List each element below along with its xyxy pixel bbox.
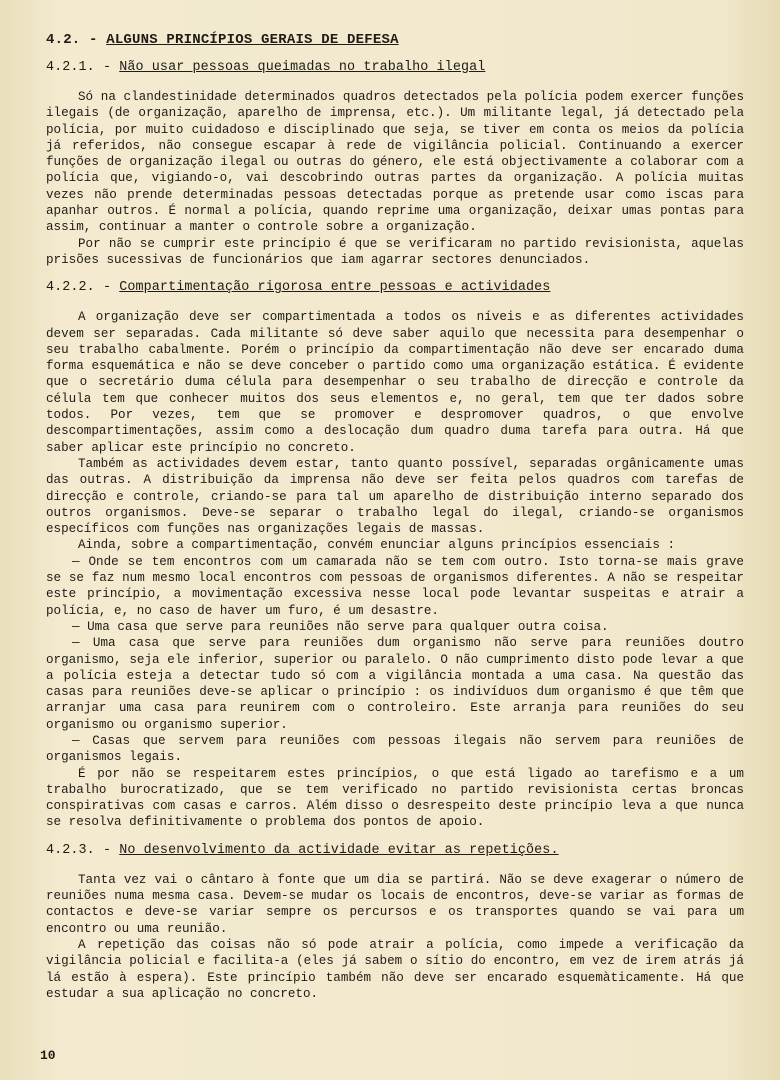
paragraph: A organização deve ser compartimentada a todos os níveis e as diferentes actividades devem ser separadas. Cada militante só deve saber aquilo que necessita para desempenhar o seu trabalho cabalmente. Porém o princípio da compartimentação não deve ser encarado duma forma esquemática e não se deve conceber o partido como uma organização estática. É evidente que o secretário duma célula para desempenhar o seu trabalho de direcção e controle da célula tem que conhecer muitos dos seus elementos e, no geral, tem que ter dados sobre todos. Por vezes, tem que se promover e despromover quadros, o que envolve descompartimentações, assim como a deslocação dum quadro duma tarefa para outra. Há que saber aplicar este princípio no concreto. bbox=[46, 310, 744, 455]
subsection-number: 4.2.2. bbox=[46, 280, 95, 296]
page-number: 10 bbox=[40, 1048, 56, 1063]
section-number: 4.2. bbox=[46, 32, 81, 48]
section-title: ALGUNS PRINCÍPIOS GERAIS DE DEFESA bbox=[106, 32, 399, 48]
paragraph: Por não se cumprir este princípio é que se verificaram no partido revisionista, aquelas prisões sucessivas de funcionários que iam agarrar sectores denunciados. bbox=[46, 236, 744, 267]
list-item: — Onde se tem encontros com um camarada não se tem com outro. Isto torna-se mais grave se se faz num mesmo local encontros com pessoas de organismos diferentes. A não se respeitar este princípio, a movimentação excessiva nesse local pode levantar suspeitas e atrair a polícia, e, no caso de haver um furo, é um desastre. bbox=[46, 554, 744, 618]
paragraph: Ainda, sobre a compartimentação, convém enunciar alguns princípios essenciais : bbox=[78, 538, 676, 553]
section-heading: 4.2. - ALGUNS PRINCÍPIOS GERAIS DE DEFESA bbox=[46, 32, 399, 48]
list-item: — Uma casa que serve para reuniões não serve para qualquer outra coisa. bbox=[72, 619, 609, 634]
subsection-heading-2: 4.2.2. - Compartimentação rigorosa entre pessoas e actividades bbox=[46, 280, 551, 296]
subsection-heading-3: 4.2.3. - No desenvolvimento da actividade evitar as repetições. bbox=[46, 842, 559, 858]
subsection-heading-1: 4.2.1. - Não usar pessoas queimadas no trabalho ilegal bbox=[46, 60, 486, 75]
list-item: — Casas que servem para reuniões com pessoas ilegais não servem para reuniões de organismos legais. bbox=[46, 733, 744, 765]
subsection-title: Compartimentação rigorosa entre pessoas e actividades bbox=[119, 280, 551, 296]
paragraph: A repetição das coisas não só pode atrair a polícia, como impede a verificação da vigilância policial e facilita-a (eles já sabem o sítio do encontro, em vez de irem atrás já lá estão à espera). Este princípio também não deve ser encarado esquemàticamente. Há que estudar a sua aplicação no concreto. bbox=[46, 937, 744, 1001]
paragraph: É por não se respeitarem estes princípios, o que está ligado ao tarefismo e a um trabalho burocratizado, que se tem verificado no partido revisionista certas broncas conspirativas com casas e carros. Além disso o desrespeito deste princípio leva a que nunca se resolva definitivamente o problema dos pontos de apoio. bbox=[46, 766, 744, 830]
subsection-number: 4.2.3. bbox=[46, 842, 95, 858]
list-item: — Uma casa que serve para reuniões dum organismo não serve para reuniões doutro organismo, seja ele inferior, superior ou paralelo. O não cumprimento disto pode levar a que a polícia esteja a detectar tudo só com a vigilância montada a uma casa. Na questão das casas para reuniões deve-se aplicar o princípio : os indivíduos dum organismo é que têm que arranjar uma casa para reunirem com o controleiro. Este arranja para reuniões do seu organismo ou organismo superior. bbox=[46, 636, 744, 732]
paragraph: Só na clandestinidade determinados quadros detectados pela polícia podem exercer funções ilegais (de organização, aparelho de imprensa, etc.). Um militante legal, já detectado pela polícia, por muito cuidadoso e disciplinado que seja, se tiver em conta os meios da polícia já referidos, não consegue escapar à rede de vigilância policial. Continuando a exercer funções de organização ilegal ou outras do género, ele está objectivamente a colaborar com a polícia que, vigiando-o, vai descobrindo outras partes da organização. A polícia muitas vezes não prende determinadas pessoas detectadas porque as pretende usar como iscas para apanhar outros. É normal a polícia, quando reprime uma organização, deixar umas pontas para assim, continuar a manter o controle sobre a organização. bbox=[46, 90, 744, 235]
subsection-title: No desenvolvimento da actividade evitar as repetições. bbox=[119, 842, 559, 858]
subsection-number: 4.2.1. bbox=[46, 60, 95, 75]
paragraph: Tanta vez vai o cântaro à fonte que um dia se partirá. Não se deve exagerar o número de reuniões numa mesma casa. Devem-se mudar os locais de encontros, deve-se variar as formas de contactos e deve-se variar sempre os percursos e os transportes quando se vai para um encontro ou uma reunião. bbox=[46, 872, 744, 936]
subsection-title: Não usar pessoas queimadas no trabalho ilegal bbox=[119, 60, 486, 75]
paragraph: Também as actividades devem estar, tanto quanto possível, separadas orgânicamente umas das outras. A distribuição da imprensa não deve ser feita pelos quadros com tarefas de direcção e controle, criando-se para tal um aparelho de distribuição interno separado dos outros organismos. Deve-se separar o trabalho legal do ilegal, criando-se organismos específicos com funções nas organizações legais de massas. bbox=[46, 456, 744, 537]
